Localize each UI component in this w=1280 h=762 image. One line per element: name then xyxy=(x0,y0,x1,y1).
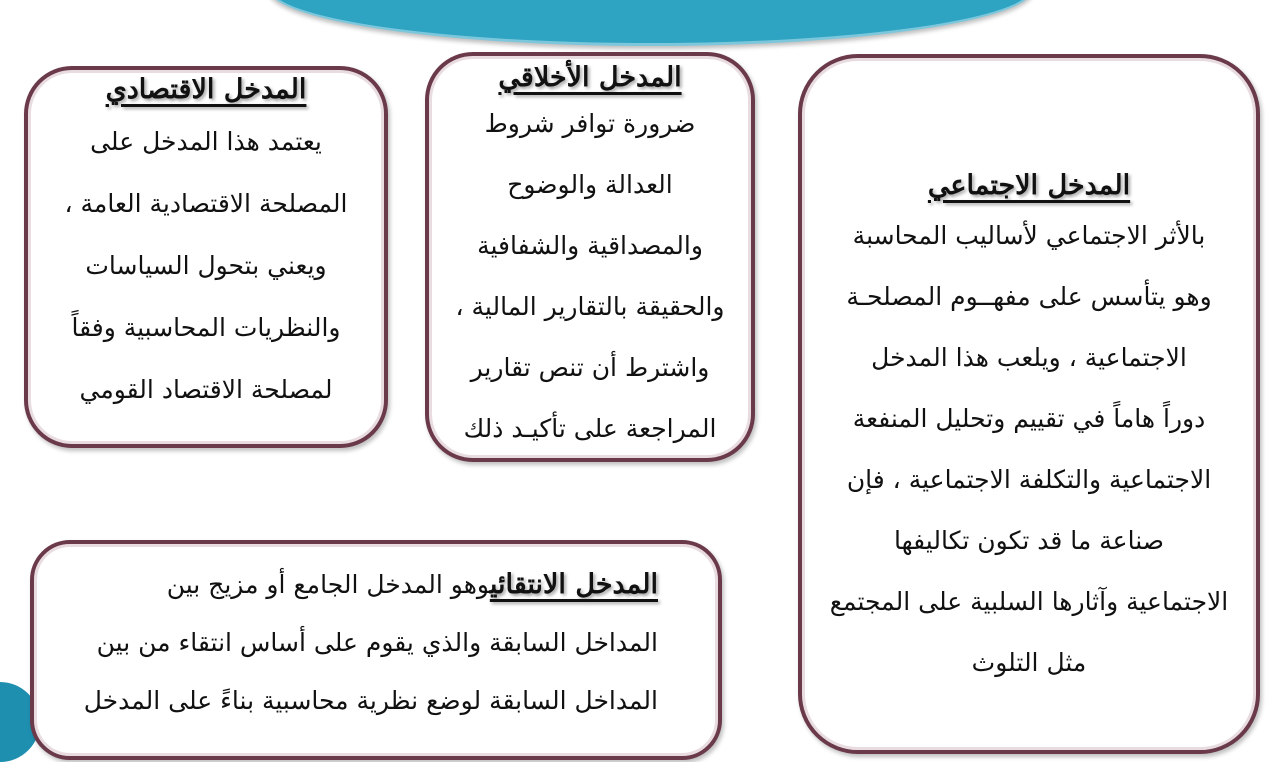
text-line: مثل التلوث xyxy=(971,648,1087,677)
text-line: ويعني بتحول السياسات xyxy=(85,251,327,280)
economic-approach-text xyxy=(28,111,384,421)
ethical-approach-text xyxy=(429,93,751,459)
ethical-approach-box xyxy=(425,52,755,462)
text-line: لمصلحة الاقتصاد القومي xyxy=(79,375,333,404)
eclectic-first-line-rest: وهو المدخل الجامع أو مزيج بين xyxy=(166,570,490,599)
text-line: ضرورة توافر شروط xyxy=(484,109,696,138)
text-line xyxy=(34,556,658,614)
text-line: المداخل السابقة والذي يقوم على أساس انتقاء من بين xyxy=(96,628,658,657)
text-line: الاجتماعية ، ويلعب هذا المدخل xyxy=(871,343,1187,372)
social-approach-text xyxy=(802,205,1256,693)
economic-approach-box xyxy=(24,66,388,448)
eclectic-approach-box xyxy=(30,540,722,760)
text-line: المراجعة على تأكيـد ذلك xyxy=(463,414,717,443)
ethical-approach-title: المدخل الأخلاقي xyxy=(498,62,682,93)
text-line: المداخل السابقة لوضع نظرية محاسبية بناءً على المدخل xyxy=(83,686,658,715)
text-line: دوراً هاماً في تقييم وتحليل المنفعة xyxy=(852,404,1206,433)
text-line: الاجتماعية وآثارها السلبية على المجتمع xyxy=(829,587,1229,616)
text-line: الاجتماعية والتكلفة الاجتماعية ، فإن xyxy=(846,465,1212,494)
text-line: صناعة ما قد تكون تكاليفها xyxy=(894,526,1164,555)
text-line: بالأثر الاجتماعي لأساليب المحاسبة xyxy=(852,221,1206,250)
text-line: يعتمد هذا المدخل على xyxy=(90,127,322,156)
text-line: والمصداقية والشفافية xyxy=(477,231,703,260)
social-approach-box xyxy=(798,54,1260,754)
text-line: واشترط أن تنص تقارير xyxy=(470,353,710,382)
social-approach-title: المدخل الاجتماعي xyxy=(927,170,1131,201)
eclectic-approach-text xyxy=(34,556,658,730)
text-line: وهو يتأسس على مفهــوم المصلحـة xyxy=(846,282,1212,311)
text-line: العدالة والوضوح xyxy=(507,170,673,199)
eclectic-approach-title: المدخل الانتقائي xyxy=(489,569,658,600)
text-line: المصلحة الاقتصادية العامة ، xyxy=(64,189,348,218)
top-banner-shape xyxy=(268,0,1034,46)
text-line: والنظريات المحاسبية وفقاً xyxy=(71,313,341,342)
economic-approach-title: المدخل الاقتصادي xyxy=(105,74,307,105)
text-line: والحقيقة بالتقارير المالية ، xyxy=(455,292,725,321)
